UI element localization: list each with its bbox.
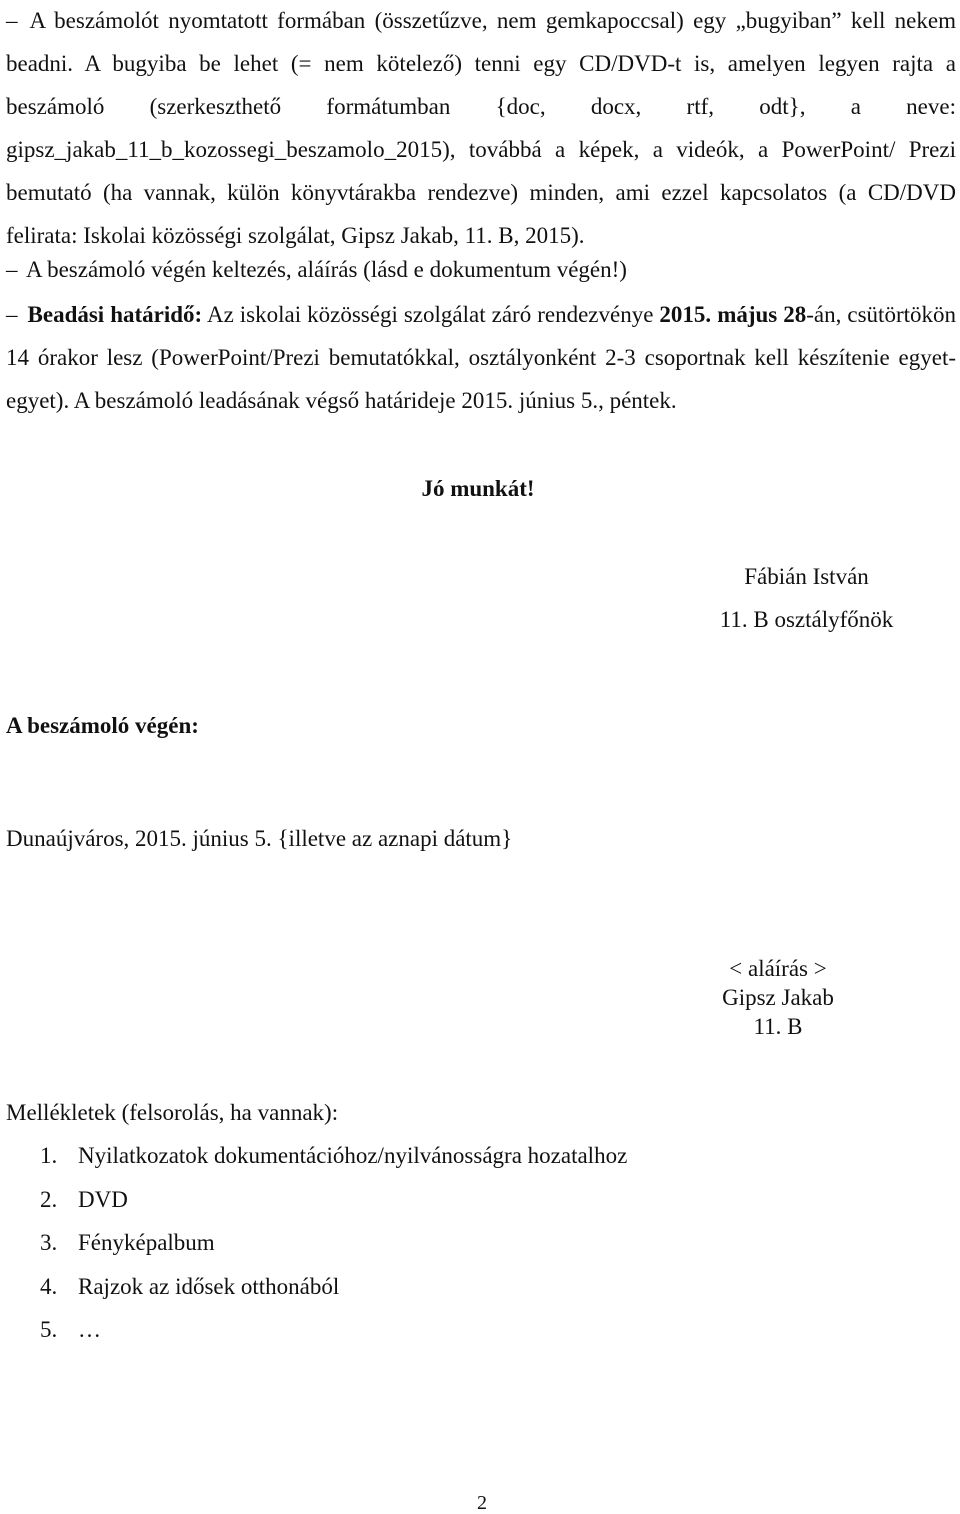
teacher-signature bbox=[700, 562, 913, 635]
dash-bullet: – bbox=[6, 257, 18, 282]
dash-bullet: – bbox=[6, 302, 18, 327]
paragraph-deadline bbox=[6, 293, 956, 422]
paragraph-submission-format bbox=[6, 0, 956, 257]
signature-placeholder: < aláírás > bbox=[729, 956, 827, 981]
paragraph-dating-signature bbox=[6, 248, 956, 291]
teacher-role: 11. B osztályfőnök bbox=[719, 607, 894, 632]
list-text: DVD bbox=[78, 1186, 128, 1212]
list-item bbox=[40, 1308, 627, 1352]
list-number: 1. bbox=[40, 1143, 58, 1168]
list-text: Nyilatkozatok dokumentációhoz/nyilvánosságra hozatalhoz bbox=[78, 1143, 628, 1168]
list-text: Fényképalbum bbox=[78, 1230, 215, 1255]
list-item bbox=[40, 1221, 627, 1265]
student-class: 11. B bbox=[753, 1014, 803, 1039]
deadline-label: Beadási határidő: bbox=[27, 302, 203, 327]
list-item bbox=[40, 1265, 627, 1309]
list-number: 4. bbox=[40, 1273, 58, 1299]
deadline-text: Az iskolai közösségi szolgálat záró rendezvénye bbox=[202, 302, 660, 327]
list-text: Rajzok az idősek otthonából bbox=[78, 1273, 340, 1299]
place-and-date: Dunaújváros, 2015. június 5. {illetve az aznapi dátum} bbox=[6, 826, 513, 851]
student-signature-block bbox=[698, 954, 858, 1041]
list-item bbox=[40, 1178, 627, 1222]
paragraph-text: A beszámoló végén keltezés, aláírás (lásd e dokumentum végén!) bbox=[25, 257, 627, 282]
page-number: 2 bbox=[477, 1492, 487, 1514]
list-number: 2. bbox=[40, 1186, 58, 1212]
student-name: Gipsz Jakab bbox=[722, 985, 834, 1010]
section-heading: A beszámoló végén: bbox=[6, 713, 199, 738]
list-number: 5. bbox=[40, 1317, 58, 1342]
deadline-text-cont: -án, csütörtökön 14 órakor lesz (PowerPoint/Prezi bemutatókkal, osztályonként 2-3 csoportnak kell készítenie egyet-egyet). A beszámoló leadásának végső határideje 2015. június 5., péntek. bbox=[6, 302, 956, 413]
attachments-list bbox=[40, 1134, 627, 1352]
teacher-name: Fábián István bbox=[744, 564, 869, 589]
list-number: 3. bbox=[40, 1230, 58, 1255]
closing-wish: Jó munkát! bbox=[421, 476, 535, 501]
deadline-date: május 28 bbox=[717, 302, 807, 327]
attachments-heading: Mellékletek (felsorolás, ha vannak): bbox=[6, 1100, 339, 1125]
deadline-year: 2015. bbox=[659, 302, 712, 327]
list-text: … bbox=[78, 1317, 101, 1342]
list-item bbox=[40, 1134, 627, 1178]
paragraph-text: A beszámolót nyomtatott formában (összetűzve, nem gemkapoccsal) egy „bugyiban” kell nekem beadni. A bugyiba be lehet (= nem kötelező) tenni egy CD/DVD-t is, amelyen legyen rajta a beszámoló (szerkeszthető formátumban {doc, docx, rtf, odt}, a neve: gipsz_jakab_11_b_kozossegi_beszamolo_2015), továbbá a képek, a videók, a PowerPoint/ Prezi bemutató (ha vannak, külön könyvtárakba rendezve) minden, ami ezzel kapcsolatos (a CD/DVD felirata: Iskolai közösségi szolgálat, Gipsz Jakab, 11. B, 2015). bbox=[6, 8, 956, 248]
dash-bullet: – bbox=[6, 8, 18, 33]
